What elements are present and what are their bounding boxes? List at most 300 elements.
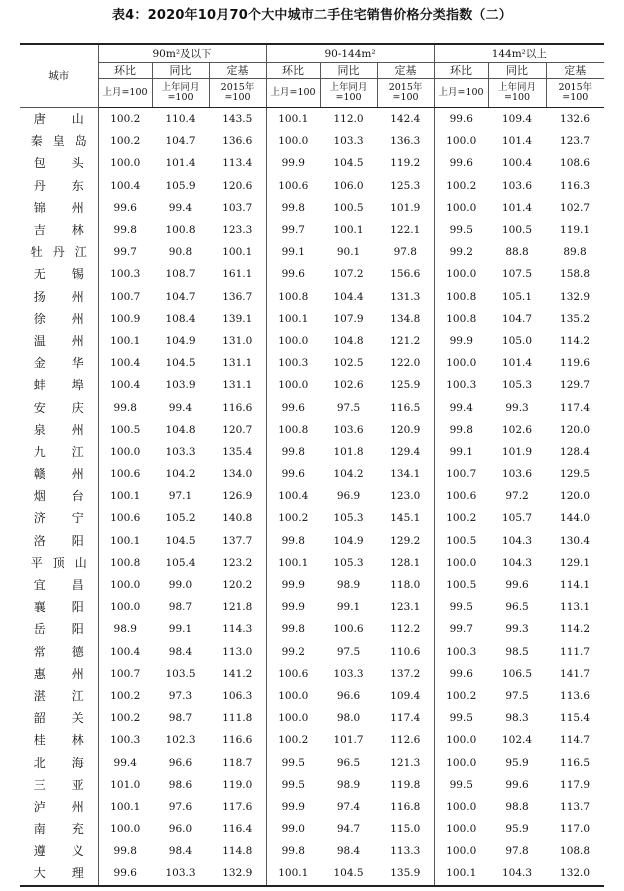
- value-cell: 100.5: [502, 224, 533, 237]
- city-name: 大 理: [33, 866, 84, 881]
- value-cell: 104.8: [333, 334, 364, 347]
- table-row: [20, 729, 604, 751]
- value-cell: 125.3: [390, 179, 421, 192]
- value-cell: 98.7: [168, 601, 193, 614]
- table-row: [20, 330, 604, 352]
- value-cell: 108.7: [165, 268, 196, 281]
- value-cell: 99.7: [434, 618, 488, 640]
- value-cell: 100.4: [266, 485, 320, 507]
- value-cell: 99.4: [168, 201, 193, 214]
- value-cell: 100.5: [333, 201, 364, 214]
- value-cell: 97.5: [336, 645, 361, 658]
- value-cell: 100.6: [266, 175, 320, 197]
- value-cell: 104.5: [320, 862, 377, 885]
- table-row: [20, 308, 604, 330]
- value-cell: 161.1: [222, 268, 253, 281]
- city-cell: [20, 729, 98, 751]
- value-cell: 119.6: [560, 357, 591, 370]
- value-cell: 97.2: [505, 490, 529, 503]
- price-index-table-container: [20, 43, 604, 887]
- value-cell: 99.1: [168, 623, 193, 636]
- value-cell: 112.6: [390, 734, 421, 747]
- value-cell: 123.3: [222, 224, 253, 237]
- table-title: 表4：2020年10月70个大中城市二手住宅销售价格分类指数（二）: [111, 8, 512, 23]
- value-cell: 100.0: [434, 751, 488, 773]
- value-cell: 105.4: [165, 556, 196, 569]
- city-cell: [20, 286, 98, 308]
- value-cell: 99.6: [98, 862, 152, 885]
- value-cell: 100.0: [98, 574, 152, 596]
- value-cell: 99.6: [266, 396, 320, 418]
- value-cell: 125.9: [390, 379, 421, 392]
- table-row: [20, 818, 604, 840]
- city-cell: [20, 374, 98, 396]
- table-row: [20, 263, 604, 285]
- value-cell: 98.9: [336, 579, 361, 592]
- value-cell: 104.9: [333, 534, 364, 547]
- value-cell: 132.0: [546, 862, 604, 885]
- city-cell: [20, 663, 98, 685]
- value-cell: 100.6: [266, 663, 320, 685]
- value-cell: 97.5: [336, 401, 361, 414]
- city-name: 牡 丹 江: [30, 245, 87, 260]
- value-cell: 98.9: [98, 618, 152, 640]
- value-cell: 107.2: [333, 268, 364, 281]
- group-header-large: 144m²以上: [434, 44, 604, 63]
- value-cell: 100.6: [434, 485, 488, 507]
- value-cell: 99.5: [434, 707, 488, 729]
- city-cell: [20, 441, 98, 463]
- value-cell: 116.8: [390, 800, 421, 813]
- city-cell: [20, 197, 98, 219]
- value-cell: 103.5: [165, 667, 196, 680]
- city-name: 锦 州: [33, 200, 84, 215]
- city-cell: [20, 685, 98, 707]
- value-cell: 100.8: [266, 419, 320, 441]
- value-cell: 141.7: [560, 667, 591, 680]
- value-cell: 100.1: [98, 796, 152, 818]
- city-name: 蚌 埠: [33, 378, 84, 393]
- value-cell: 128.1: [390, 556, 421, 569]
- table-row: [20, 396, 604, 418]
- city-cell: [20, 530, 98, 552]
- value-cell: 101.4: [502, 357, 533, 370]
- value-cell: 130.4: [560, 534, 591, 547]
- value-cell: 99.2: [266, 641, 320, 663]
- value-cell: 106.5: [502, 667, 533, 680]
- value-cell: 100.1: [222, 246, 253, 259]
- city-cell: [20, 152, 98, 174]
- value-cell: 117.6: [222, 800, 253, 813]
- value-cell: 100.2: [434, 685, 488, 707]
- city-name: 襄 阳: [33, 600, 84, 615]
- value-cell: 104.8: [165, 423, 196, 436]
- value-cell: 100.0: [434, 197, 488, 219]
- city-name: 九 江: [33, 444, 84, 459]
- value-cell: 100.0: [98, 596, 152, 618]
- city-cell: [20, 175, 98, 197]
- value-cell: 100.4: [98, 374, 152, 396]
- value-cell: 100.2: [98, 685, 152, 707]
- table-row: [20, 419, 604, 441]
- metric-header: 环比: [98, 63, 152, 79]
- value-cell: 99.9: [266, 796, 320, 818]
- value-cell: 123.0: [390, 490, 421, 503]
- value-cell: 99.6: [98, 197, 152, 219]
- city-name: 赣 州: [33, 467, 84, 482]
- value-cell: 100.2: [98, 707, 152, 729]
- value-cell: 99.0: [168, 579, 193, 592]
- value-cell: 100.7: [98, 286, 152, 308]
- value-cell: 102.4: [502, 734, 533, 747]
- value-cell: 100.2: [434, 507, 488, 529]
- city-name: 三 亚: [33, 777, 84, 792]
- value-cell: 123.7: [560, 135, 591, 148]
- value-cell: 116.5: [390, 401, 421, 414]
- city-cell: [20, 574, 98, 596]
- value-cell: 99.8: [266, 840, 320, 862]
- value-cell: 99.8: [98, 219, 152, 241]
- base-header: 2015年=100: [377, 79, 434, 108]
- value-cell: 119.0: [222, 778, 253, 791]
- value-cell: 100.2: [98, 130, 152, 152]
- value-cell: 100.3: [434, 374, 488, 396]
- value-cell: 99.6: [266, 463, 320, 485]
- value-cell: 97.8: [393, 246, 417, 259]
- value-cell: 103.6: [333, 423, 364, 436]
- value-cell: 96.5: [336, 756, 361, 769]
- value-cell: 104.2: [165, 468, 196, 481]
- table-row: [20, 552, 604, 574]
- value-cell: 100.0: [434, 818, 488, 840]
- value-cell: 112.0: [333, 113, 364, 126]
- price-index-table: [20, 43, 604, 887]
- value-cell: 98.4: [168, 845, 193, 858]
- city-name: 丹 东: [33, 178, 84, 193]
- value-cell: 131.0: [222, 334, 253, 347]
- value-cell: 100.8: [165, 224, 196, 237]
- value-cell: 105.3: [333, 556, 364, 569]
- value-cell: 129.1: [560, 556, 591, 569]
- city-cell: [20, 862, 98, 885]
- value-cell: 107.5: [502, 268, 533, 281]
- table-row: [20, 108, 604, 131]
- value-cell: 104.5: [333, 157, 364, 170]
- value-cell: 100.1: [98, 330, 152, 352]
- value-cell: 120.2: [222, 579, 253, 592]
- value-cell: 129.7: [560, 379, 591, 392]
- value-cell: 131.1: [222, 357, 253, 370]
- metric-header: 定基: [546, 63, 604, 79]
- table-row: [20, 441, 604, 463]
- value-cell: 137.2: [390, 667, 421, 680]
- value-cell: 113.3: [390, 845, 421, 858]
- value-cell: 107.9: [333, 312, 364, 325]
- value-cell: 96.6: [336, 689, 361, 702]
- value-cell: 141.2: [222, 667, 253, 680]
- city-cell: [20, 751, 98, 773]
- value-cell: 117.0: [560, 823, 591, 836]
- value-cell: 114.2: [560, 623, 591, 636]
- city-cell: [20, 818, 98, 840]
- value-cell: 98.6: [168, 778, 193, 791]
- value-cell: 101.9: [390, 201, 421, 214]
- value-cell: 120.6: [222, 179, 253, 192]
- value-cell: 99.5: [434, 596, 488, 618]
- value-cell: 99.5: [434, 774, 488, 796]
- value-cell: 103.3: [165, 445, 196, 458]
- value-cell: 103.3: [333, 667, 364, 680]
- value-cell: 105.1: [502, 290, 533, 303]
- value-cell: 131.1: [222, 379, 253, 392]
- value-cell: 99.3: [505, 623, 529, 636]
- value-cell: 143.5: [222, 113, 253, 126]
- value-cell: 144.0: [560, 512, 591, 525]
- city-name: 温 州: [33, 333, 84, 348]
- group-header-medium: 90-144m²: [266, 44, 434, 63]
- value-cell: 102.5: [333, 357, 364, 370]
- city-cell: [20, 507, 98, 529]
- value-cell: 114.7: [560, 734, 591, 747]
- value-cell: 100.0: [434, 263, 488, 285]
- value-cell: 104.2: [333, 468, 364, 481]
- value-cell: 100.1: [434, 862, 488, 885]
- value-cell: 103.9: [165, 379, 196, 392]
- value-cell: 100.1: [266, 552, 320, 574]
- value-cell: 89.8: [563, 246, 587, 259]
- value-cell: 99.9: [266, 152, 320, 174]
- value-cell: 99.5: [434, 219, 488, 241]
- value-cell: 103.3: [152, 862, 209, 885]
- value-cell: 111.8: [222, 712, 253, 725]
- value-cell: 114.8: [222, 845, 253, 858]
- value-cell: 140.8: [222, 512, 253, 525]
- table-row: [20, 352, 604, 374]
- value-cell: 100.3: [98, 729, 152, 751]
- value-cell: 119.2: [390, 157, 421, 170]
- value-cell: 99.8: [98, 840, 152, 862]
- value-cell: 104.3: [488, 862, 546, 885]
- value-cell: 99.9: [266, 596, 320, 618]
- value-cell: 100.1: [98, 530, 152, 552]
- value-cell: 113.6: [560, 689, 591, 702]
- value-cell: 100.1: [98, 485, 152, 507]
- value-cell: 96.5: [505, 601, 529, 614]
- value-cell: 117.4: [560, 401, 591, 414]
- value-cell: 115.4: [560, 712, 591, 725]
- city-cell: [20, 352, 98, 374]
- value-cell: 99.6: [434, 108, 488, 131]
- city-name: 烟 台: [33, 489, 84, 504]
- base-header: 上年同月=100: [152, 79, 209, 108]
- value-cell: 122.0: [390, 357, 421, 370]
- value-cell: 97.1: [168, 490, 193, 503]
- value-cell: 99.8: [434, 419, 488, 441]
- value-cell: 99.0: [266, 818, 320, 840]
- value-cell: 101.7: [333, 734, 364, 747]
- value-cell: 100.7: [434, 463, 488, 485]
- value-cell: 98.7: [168, 712, 193, 725]
- value-cell: 100.6: [98, 463, 152, 485]
- value-cell: 100.0: [434, 796, 488, 818]
- value-cell: 98.4: [336, 845, 361, 858]
- city-name: 吉 林: [33, 223, 84, 238]
- value-cell: 123.2: [222, 556, 253, 569]
- table-row: [20, 685, 604, 707]
- city-cell: [20, 396, 98, 418]
- value-cell: 113.4: [222, 157, 253, 170]
- value-cell: 158.8: [560, 268, 591, 281]
- value-cell: 100.2: [98, 108, 152, 131]
- value-cell: 99.1: [434, 441, 488, 463]
- value-cell: 129.4: [390, 445, 421, 458]
- value-cell: 109.4: [502, 113, 533, 126]
- value-cell: 132.6: [560, 113, 591, 126]
- value-cell: 126.9: [222, 490, 253, 503]
- value-cell: 100.0: [434, 352, 488, 374]
- value-cell: 121.8: [222, 601, 253, 614]
- group-header-small: 90m²及以下: [98, 44, 266, 63]
- value-cell: 104.4: [333, 290, 364, 303]
- value-cell: 108.4: [165, 312, 196, 325]
- city-cell: [20, 552, 98, 574]
- base-header: 上月=100: [266, 79, 320, 108]
- table-row: [20, 219, 604, 241]
- value-cell: 100.2: [266, 507, 320, 529]
- value-cell: 139.1: [222, 312, 253, 325]
- city-name: 无 锡: [33, 267, 84, 282]
- value-cell: 105.3: [333, 512, 364, 525]
- value-cell: 103.3: [333, 135, 364, 148]
- base-header: 2015年=100: [546, 79, 604, 108]
- value-cell: 104.5: [165, 357, 196, 370]
- city-name: 秦 皇 岛: [30, 134, 87, 149]
- value-cell: 100.7: [98, 663, 152, 685]
- value-cell: 117.4: [390, 712, 421, 725]
- city-cell: [20, 485, 98, 507]
- table-row: [20, 130, 604, 152]
- value-cell: 99.4: [168, 401, 193, 414]
- value-cell: 98.5: [505, 645, 529, 658]
- value-cell: 120.7: [222, 423, 253, 436]
- value-cell: 100.4: [98, 352, 152, 374]
- city-cell: [20, 840, 98, 862]
- value-cell: 100.8: [434, 308, 488, 330]
- value-cell: 97.8: [505, 845, 529, 858]
- value-cell: 98.3: [505, 712, 529, 725]
- city-cell: [20, 330, 98, 352]
- city-name: 遵 义: [33, 844, 84, 859]
- city-name: 常 德: [33, 644, 84, 659]
- city-cell: [20, 641, 98, 663]
- value-cell: 98.4: [168, 645, 193, 658]
- value-cell: 100.0: [266, 374, 320, 396]
- value-cell: 100.3: [266, 352, 320, 374]
- value-cell: 100.2: [266, 729, 320, 751]
- value-cell: 96.6: [168, 756, 193, 769]
- value-cell: 121.3: [390, 756, 421, 769]
- value-cell: 119.8: [390, 778, 421, 791]
- value-cell: 105.2: [165, 512, 196, 525]
- value-cell: 111.7: [560, 645, 591, 658]
- value-cell: 117.9: [560, 778, 591, 791]
- table-row: [20, 596, 604, 618]
- value-cell: 100.5: [434, 530, 488, 552]
- city-name: 平 顶 山: [30, 555, 87, 570]
- value-cell: 113.1: [560, 601, 591, 614]
- value-cell: 100.6: [333, 623, 364, 636]
- value-cell: 156.6: [390, 268, 421, 281]
- value-cell: 137.7: [222, 534, 253, 547]
- value-cell: 135.9: [377, 862, 434, 885]
- city-name: 惠 州: [33, 666, 84, 681]
- value-cell: 104.5: [165, 534, 196, 547]
- value-cell: 100.8: [98, 552, 152, 574]
- city-cell: [20, 618, 98, 640]
- city-name: 泸 州: [33, 799, 84, 814]
- base-header: 上年同月=100: [488, 79, 546, 108]
- value-cell: 122.1: [390, 224, 421, 237]
- value-cell: 116.6: [222, 401, 253, 414]
- metric-header: 环比: [266, 63, 320, 79]
- value-cell: 100.5: [434, 574, 488, 596]
- city-name: 韶 关: [33, 711, 84, 726]
- value-cell: 100.1: [333, 224, 364, 237]
- value-cell: 100.8: [266, 286, 320, 308]
- value-cell: 99.1: [266, 241, 320, 263]
- value-cell: 105.7: [502, 512, 533, 525]
- value-cell: 134.0: [222, 468, 253, 481]
- city-name: 宜 昌: [33, 578, 84, 593]
- value-cell: 118.0: [390, 579, 421, 592]
- table-row: [20, 840, 604, 862]
- value-cell: 113.0: [222, 645, 253, 658]
- table-row: [20, 796, 604, 818]
- value-cell: 100.0: [266, 707, 320, 729]
- value-cell: 136.6: [222, 135, 253, 148]
- value-cell: 100.4: [98, 175, 152, 197]
- value-cell: 100.0: [98, 441, 152, 463]
- table-row: [20, 286, 604, 308]
- city-name: 唐 山: [33, 112, 84, 127]
- value-cell: 101.8: [333, 445, 364, 458]
- value-cell: 100.0: [266, 685, 320, 707]
- value-cell: 101.9: [502, 445, 533, 458]
- table-row: [20, 618, 604, 640]
- value-cell: 97.4: [336, 800, 361, 813]
- value-cell: 99.8: [266, 618, 320, 640]
- value-cell: 135.4: [222, 445, 253, 458]
- city-cell: [20, 707, 98, 729]
- value-cell: 106.0: [333, 179, 364, 192]
- value-cell: 90.8: [168, 246, 193, 259]
- city-column-header: 城市: [20, 44, 98, 108]
- table-row: [20, 751, 604, 773]
- value-cell: 99.4: [98, 751, 152, 773]
- value-cell: 102.6: [333, 379, 364, 392]
- value-cell: 103.7: [222, 201, 253, 214]
- value-cell: 98.0: [336, 712, 361, 725]
- value-cell: 100.5: [98, 419, 152, 441]
- value-cell: 99.8: [266, 197, 320, 219]
- value-cell: 114.1: [560, 579, 591, 592]
- value-cell: 97.5: [505, 689, 529, 702]
- metric-header: 同比: [320, 63, 377, 79]
- value-cell: 99.6: [505, 778, 529, 791]
- value-cell: 114.3: [222, 623, 253, 636]
- city-cell: [20, 796, 98, 818]
- value-cell: 100.3: [98, 263, 152, 285]
